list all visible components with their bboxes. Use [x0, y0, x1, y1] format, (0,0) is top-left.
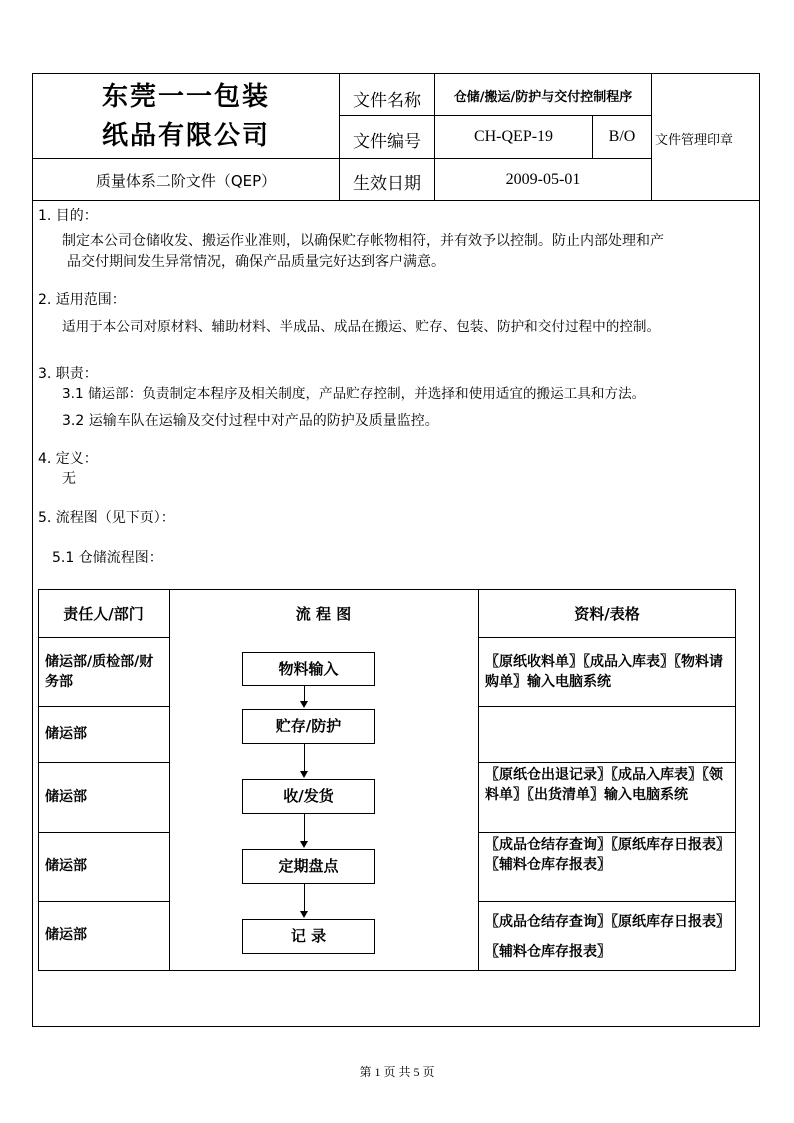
table-divider — [478, 832, 736, 833]
header-divider — [32, 158, 651, 159]
section-3-2-text: 3.2 运输车队在运输及交付过程中对产品的防护及质量监控。 — [62, 413, 439, 429]
table-row-docs: 〖成品仓结存查询〗〖原纸库存日报表〗〖辅料仓库存报表〗 — [485, 914, 730, 960]
flow-arrow — [304, 884, 305, 912]
flow-table — [38, 589, 736, 971]
doc-name-value: 仓储/搬运/防护与交付控制程序 — [453, 90, 633, 105]
section-3-title: 3. 职责： — [38, 366, 98, 382]
header-divider — [339, 115, 651, 116]
section-4-title: 4. 定义： — [38, 451, 98, 467]
section-1-text: 品交付期间发生异常情况，确保产品质量完好达到客户满意。 — [67, 254, 445, 270]
flow-arrow-head — [300, 701, 308, 708]
doc-no-value: CH-QEP-19 — [473, 128, 554, 145]
section-2-text: 适用于本公司对原材料、辅助材料、半成品、成品在搬运、贮存、包装、防护和交付过程中的控制。 — [62, 319, 661, 335]
table-divider — [38, 901, 169, 902]
table-row-docs: 〖原纸仓出退记录〗〖成品入库表〗〖领料单〗〖出货清单〗输入电脑系统 — [485, 767, 723, 803]
header-divider — [651, 73, 652, 200]
flow-arrow — [304, 814, 305, 842]
table-divider — [478, 637, 736, 638]
column-header-docs: 资料/表格 — [574, 605, 640, 623]
flow-arrow-head — [300, 911, 308, 918]
table-row-dept: 储运部 — [45, 858, 87, 874]
flow-step-box: 定期盘点 — [242, 849, 375, 884]
table-divider — [169, 589, 170, 971]
table-row-docs: 〖原纸收料单〗〖成品入库表〗〖物料请购单〗输入电脑系统 — [485, 654, 723, 690]
quality-doc-label: 质量体系二阶文件（QEP） — [95, 172, 277, 190]
flow-arrow — [304, 744, 305, 772]
doc-no-label: 文件编号 — [353, 132, 421, 152]
table-divider — [38, 637, 169, 638]
column-header-flow: 流 程 图 — [295, 605, 352, 623]
table-divider — [38, 762, 169, 763]
flow-step-box: 物料输入 — [242, 652, 375, 686]
section-5-title: 5. 流程图（见下页）： — [38, 510, 175, 526]
flow-step-box: 记 录 — [242, 919, 375, 954]
effective-date-value: 2009-05-01 — [505, 171, 581, 188]
table-divider — [478, 589, 479, 971]
section-4-text: 无 — [62, 471, 76, 487]
header-divider — [32, 200, 760, 201]
doc-name-label: 文件名称 — [353, 91, 421, 111]
table-row-dept: 储运部 — [45, 726, 87, 742]
table-row-dept: 储运部 — [45, 927, 87, 943]
table-divider — [478, 706, 736, 707]
table-divider — [478, 762, 736, 763]
section-2-title: 2. 适用范围： — [38, 292, 126, 308]
flow-arrow-head — [300, 771, 308, 778]
flow-step-box: 收/发货 — [242, 779, 375, 814]
section-1-title: 1. 目的： — [38, 208, 98, 224]
column-header-dept: 责任人/部门 — [63, 605, 144, 623]
table-divider — [478, 901, 736, 902]
section-5-1-text: 5.1 仓储流程图： — [52, 550, 163, 566]
flow-arrow — [304, 686, 305, 702]
table-row-dept: 储运部/质检部/财务部 — [45, 654, 154, 690]
table-divider — [38, 832, 169, 833]
table-row-docs: 〖成品仓结存查询〗〖原纸库存日报表〗〖辅料仓库存报表〗 — [485, 837, 730, 873]
effective-date-label: 生效日期 — [353, 174, 421, 194]
flow-step-box: 贮存/防护 — [242, 709, 375, 744]
page-number: 第 1 页 共 5 页 — [359, 1065, 435, 1079]
stamp-label: 文件管理印章 — [655, 133, 734, 148]
table-divider — [38, 706, 169, 707]
table-row-dept: 储运部 — [45, 789, 87, 805]
company-name-line1: 东莞一一包装 — [101, 82, 270, 112]
flow-arrow-head — [300, 841, 308, 848]
company-name-line2: 纸品有限公司 — [101, 121, 270, 151]
version-value: B/O — [608, 128, 636, 145]
section-1-text: 制定本公司仓储收发、搬运作业准则，以确保贮存帐物相符，并有效予以控制。防止内部处理和产 — [62, 233, 664, 249]
section-3-1-text: 3.1 储运部：负责制定本程序及相关制度，产品贮存控制，并选择和使用适宜的搬运工具和方法。 — [62, 386, 646, 402]
